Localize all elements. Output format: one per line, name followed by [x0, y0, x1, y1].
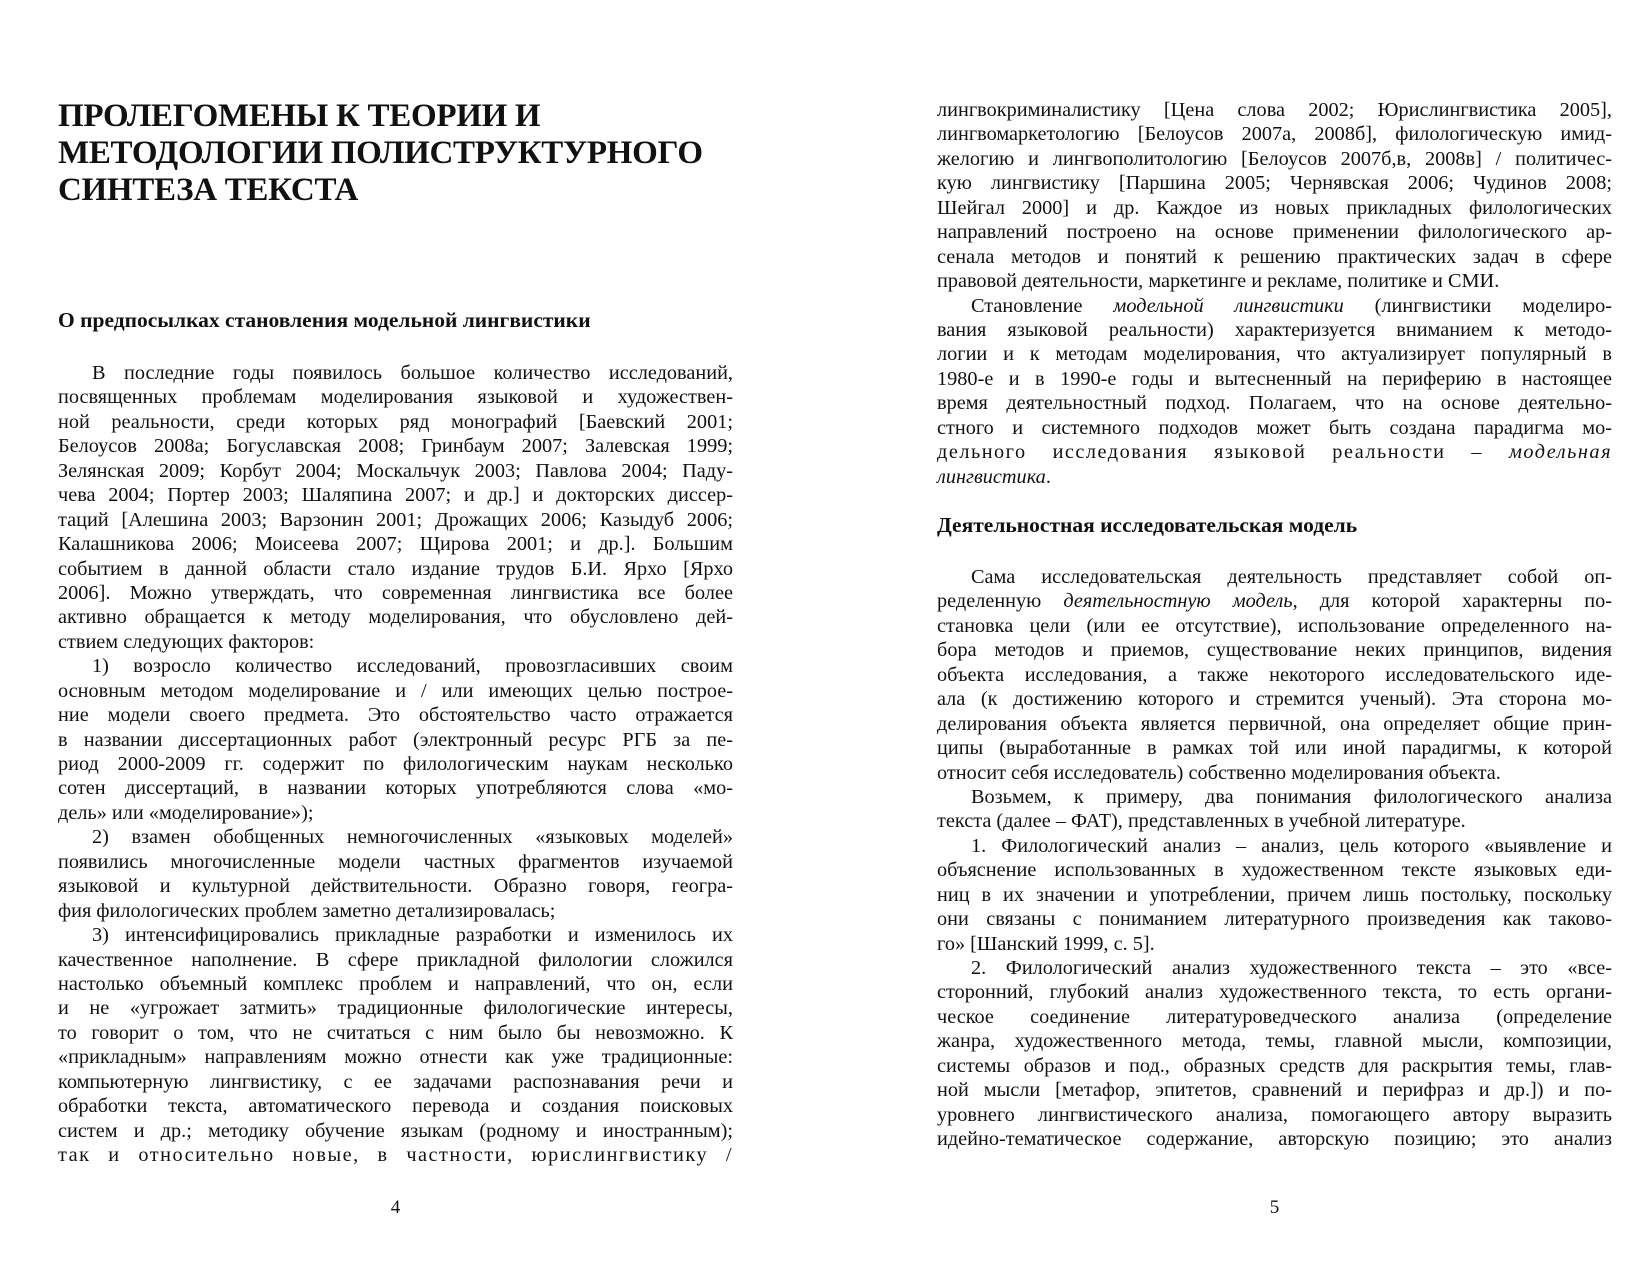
- text-line: уровнего лингвистического анализа, помогающего автору выразить: [937, 1103, 1612, 1126]
- text-line: 3) интенсифицировались прикладные разработки и изменилось их: [92, 924, 733, 947]
- text-line: ствием следующих факторов:: [58, 630, 315, 653]
- text-line: [937, 589, 1612, 613]
- text-line: языковой и культурной действительности. Образно говоря, геогра-: [58, 875, 733, 898]
- text-line: 1. Филологический анализ – анализ, цель которого «выявление и: [971, 834, 1612, 857]
- text-line: Калашникова 2006; Моисеева 2007; Щирова 2001; и др.]. Большим: [58, 533, 733, 556]
- text-line: бора методов и приемов, существование неких принципов, видения: [937, 639, 1612, 662]
- text-line: компьютерную лингвистику, с ее задачами распознавания речи и: [58, 1070, 733, 1093]
- text-line: так и относительно новые, в частности, юрислингвистику /: [58, 1144, 733, 1166]
- text-line: сторонний, глубокий анализ художественного текста, то есть органи-: [937, 981, 1612, 1004]
- title-line: МЕТОДОЛОГИИ ПОЛИСТРУКТУРНОГО: [58, 135, 703, 171]
- text-line: Возьмем, к примеру, два понимания филологического анализа: [971, 785, 1612, 808]
- text-line: активно обращается к методу моделирования, что обусловлено дей-: [58, 606, 733, 629]
- text-line: то говорит о том, что не считаться с ним было бы невозможно. К: [58, 1021, 733, 1044]
- text-line: ние модели своего предмета. Это обстоятельство часто отражается: [58, 704, 733, 727]
- text-line: ниц в их значении и употреблении, причем лишь постольку, поскольку: [937, 883, 1612, 906]
- title-line: ПРОЛЕГОМЕНЫ К ТЕОРИИ И: [58, 98, 541, 134]
- text-line: ческое соединение литературоведческого анализа (определение: [937, 1005, 1612, 1028]
- text-line: сенала методов и понятий к решению практических задач в сфере: [937, 245, 1612, 268]
- text-line: Шейгал 2000] и др. Каждое из новых прикладных филологических: [937, 196, 1612, 219]
- text-line: риод 2000-2009 гг. содержит по филологическим наукам несколько: [58, 753, 733, 775]
- text-line: ной реальности, среди которых ряд монографий [Баевский 2001;: [58, 410, 733, 433]
- page-title: [58, 98, 733, 209]
- page-number: 4: [390, 1197, 401, 1218]
- text-line: настолько объемный комплекс проблем и направлений, что он, если: [58, 972, 733, 995]
- text-run: , для которой характерны по-: [1292, 590, 1612, 613]
- text-line: «прикладным» направлениям можно отнести как уже традиционные:: [58, 1046, 733, 1069]
- text-line: в названии диссертационных работ (электронный ресурс РГБ за пе-: [58, 728, 733, 751]
- text-line: идейно-тематическое содержание, авторскую позицию; это анализ: [937, 1128, 1612, 1151]
- text-line: правовой деятельности, маркетинге и рекламе, политике и СМИ.: [937, 270, 1500, 293]
- text-line: событием в данной области стало издание трудов Б.И. Ярхо [Ярхо: [58, 557, 733, 580]
- text-line: основным методом моделирование и / или имеющих целью построе-: [58, 679, 733, 702]
- text-line: 2006]. Можно утверждать, что современная лингвистика все более: [58, 581, 733, 604]
- text-line: обработки текста, автоматического перевода и создания поисковых: [58, 1095, 733, 1118]
- text-line: и не «угрожает затмить» традиционные филологические интересы,: [58, 997, 733, 1020]
- section-heading: О предпосылках становления модельной лингвистики: [58, 308, 591, 332]
- text-line: Зелянская 2009; Корбут 2004; Москальчук 2003; Павлова 2004; Паду-: [58, 459, 733, 482]
- text-line: систем и др.; методику обучение языкам (родному и иностранным);: [58, 1119, 733, 1142]
- text-line: ципы (выработанные в рамках той или иной парадигмы, к которой: [937, 737, 1612, 760]
- text-line: объекта исследования, а также некоторого исследовательского иде-: [937, 663, 1612, 686]
- text-line: логии и к методам моделирования, что актуализирует популярный в: [937, 343, 1612, 366]
- text-line: таций [Алешина 2003; Варзонин 2001; Дрожащих 2006; Казыдуб 2006;: [58, 508, 733, 531]
- text-line: стного и системного подходов может быть создана парадигма мо-: [937, 416, 1612, 439]
- text-run: дельного исследования языковой реальности –: [937, 441, 1509, 464]
- text-line: желогию и лингвополитологию [Белоусов 2007б,в, 2008в] / политичес-: [937, 147, 1612, 170]
- title-line: СИНТЕЗА ТЕКСТА: [58, 172, 359, 208]
- text-run: Становление: [971, 294, 1114, 317]
- text-line: 2) взамен обобщенных немногочисленных «языковых моделей»: [92, 826, 733, 849]
- text-line: кую лингвистику [Паршина 2005; Чернявская 2006; Чудинов 2008;: [937, 172, 1612, 195]
- text-line: направлений построено на основе применении филологического ар-: [937, 221, 1612, 244]
- left-page: [58, 0, 733, 1275]
- italic-term: модельная: [1508, 441, 1612, 464]
- text-line: дель» или «моделирование»);: [58, 801, 314, 824]
- text-line: делирования объекта является первичной, она определяет общие прин-: [937, 712, 1612, 735]
- text-line: ной мысли [метафор, эпитетов, сравнений и перифраз и др.]) и по-: [937, 1079, 1612, 1102]
- italic-term: лингвистика: [937, 465, 1046, 488]
- section-heading: Деятельностная исследовательская модель: [937, 513, 1358, 537]
- text-line: [937, 294, 1612, 318]
- italic-term: модельной лингвистики: [1113, 294, 1344, 317]
- text-line: появились многочисленные модели частных фрагментов изучаемой: [58, 850, 733, 873]
- text-line: [937, 465, 1612, 489]
- text-line: становка цели (или ее отсутствие), использование определенного на-: [937, 614, 1612, 637]
- text-run: .: [1045, 465, 1051, 488]
- body-text: [937, 565, 1612, 1152]
- italic-term: деятельностную модель: [1063, 590, 1293, 613]
- body-text-continued: [937, 98, 1612, 489]
- page-number: 5: [1269, 1197, 1280, 1218]
- text-run: (лингвистики моделиро-: [1343, 294, 1612, 317]
- text-line: объяснение использованных в художественном тексте языковых еди-: [937, 859, 1612, 882]
- body-text: [58, 361, 733, 1167]
- text-line: фия филологических проблем заметно детализировалась;: [58, 899, 556, 922]
- text-line: качественное наполнение. В сфере прикладной филологии сложился: [58, 948, 733, 971]
- text-line: посвященных проблемам моделирования языковой и художествен-: [58, 386, 733, 409]
- text-line: [937, 440, 1612, 464]
- right-page: [937, 0, 1612, 1275]
- text-line: 1) возросло количество исследований, провозгласивших своим: [92, 655, 733, 678]
- text-line: Белоусов 2008а; Богуславская 2008; Гринбаум 2007; Залевская 1999;: [58, 435, 733, 458]
- text-line: сотен диссертаций, в названии которых употребляются слова «мо-: [58, 777, 733, 800]
- text-line: 2. Филологический анализ художественного текста – это «все-: [971, 957, 1612, 979]
- text-line: системы образов и под., образных средств для раскрытия темы, глав-: [937, 1054, 1612, 1077]
- text-line: относит себя исследователь) собственно моделирования объекта.: [937, 761, 1501, 784]
- text-line: 1980-е и в 1990-е годы и вытесненный на периферию в настоящее: [937, 367, 1612, 390]
- text-line: лингвомаркетологию [Белоусов 2007а, 2008б], филологическую имид-: [937, 123, 1612, 146]
- text-line: го» [Шанский 1999, с. 5].: [937, 932, 1155, 955]
- text-line: вания языковой реальности) характеризуется вниманием к методо-: [937, 318, 1612, 341]
- text-line: жанра, художественного метода, темы, главной мысли, композиции,: [937, 1030, 1612, 1053]
- text-line: текста (далее – ФАТ), представленных в учебной литературе.: [937, 810, 1466, 833]
- text-line: лингвокриминалистику [Цена слова 2002; Юрислингвистика 2005],: [937, 99, 1612, 121]
- text-line: ала (к достижению которого и стремится ученый). Эта сторона мо-: [937, 688, 1612, 711]
- text-line: они связаны с пониманием литературного произведения как таково-: [937, 908, 1612, 931]
- text-line: Сама исследовательская деятельность представляет собой оп-: [971, 566, 1612, 588]
- text-run: ределенную: [937, 590, 1064, 613]
- text-line: время деятельностный подход. Полагаем, что на основе деятельно-: [937, 392, 1612, 415]
- text-line: В последние годы появилось большое количество исследований,: [92, 362, 733, 384]
- text-line: чева 2004; Портер 2003; Шаляпина 2007; и др.] и докторских диссер-: [58, 484, 733, 507]
